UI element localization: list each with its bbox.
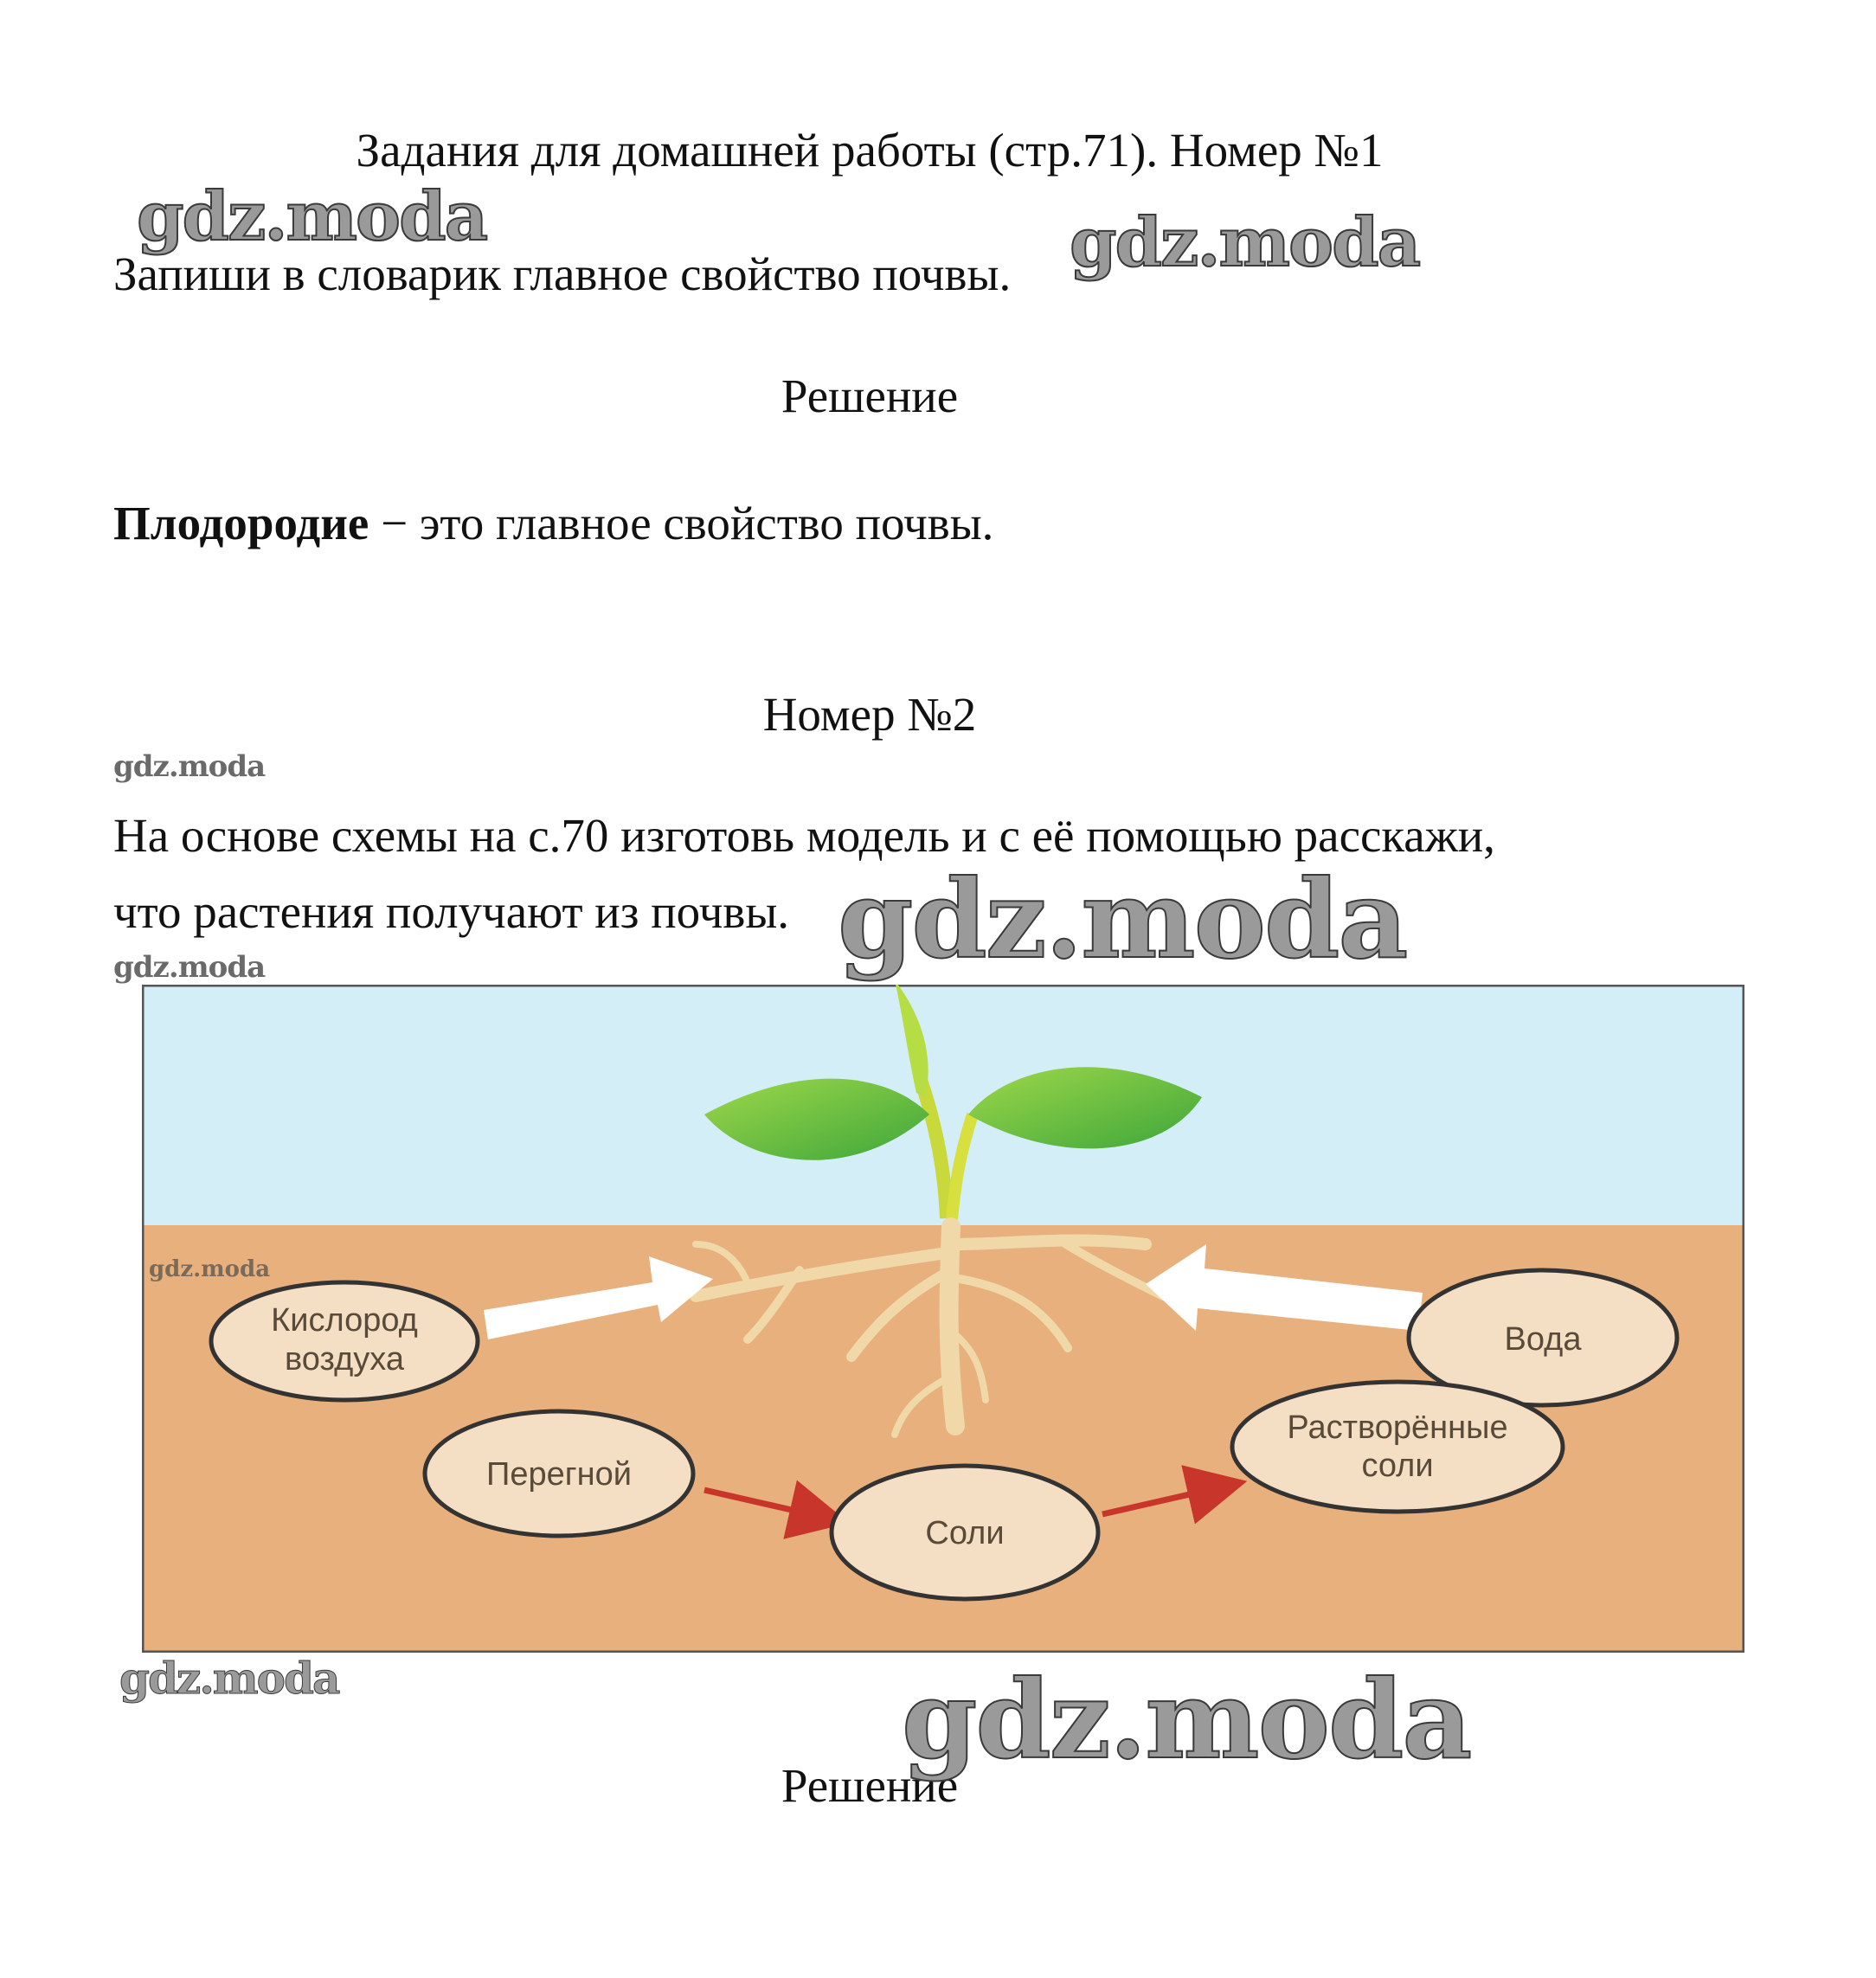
task-1-text: Запиши в словарик главное свойство почвы. (113, 247, 1012, 300)
heading-task-2: Номер №2 (762, 688, 977, 741)
soil-diagram-svg (142, 985, 1744, 1653)
node-dissolved-line1: Растворённые (1287, 1410, 1508, 1446)
watermark: gdz.moda (1070, 203, 1420, 282)
task-2-line-1: На основе схемы на с.70 изготовь модель и с её помощью расскажи, (113, 809, 1495, 862)
heading-task-1: Задания для домашней работы (стр.71). Номер №1 (356, 124, 1384, 177)
task-2-line-2: что растения получают из почвы. (113, 885, 790, 938)
watermark: gdz.moda (838, 857, 1407, 983)
watermark: gdz.moda (902, 1657, 1471, 1783)
watermark-text: gdz.moda (149, 1256, 271, 1282)
node-humus (425, 1411, 693, 1536)
solution-label-1: Решение (781, 369, 959, 422)
node-oxygen-line1: Кислород (271, 1302, 418, 1339)
node-water-label: Вода (1504, 1321, 1582, 1358)
answer-1 (113, 496, 993, 551)
node-dissolved-line2: соли (1361, 1448, 1434, 1484)
answer-1-rest: − это главное свойство почвы. (369, 497, 994, 549)
node-salts-label: Соли (925, 1515, 1005, 1551)
node-oxygen (211, 1282, 478, 1400)
watermark: gdz.moda (113, 950, 266, 985)
node-oxygen-line2: воздуха (285, 1341, 404, 1378)
answer-1-keyword: Плодородие (113, 497, 369, 549)
solution-label-2: Решение (781, 1759, 959, 1812)
watermark: gdz.moda (137, 177, 487, 256)
watermark: gdz.moda (113, 749, 266, 784)
node-salts (832, 1466, 1098, 1599)
soil-diagram (142, 985, 1744, 1653)
watermark: gdz.moda (119, 1653, 339, 1704)
node-dissolved-salts (1232, 1382, 1563, 1512)
node-humus-label: Перегной (486, 1456, 632, 1493)
